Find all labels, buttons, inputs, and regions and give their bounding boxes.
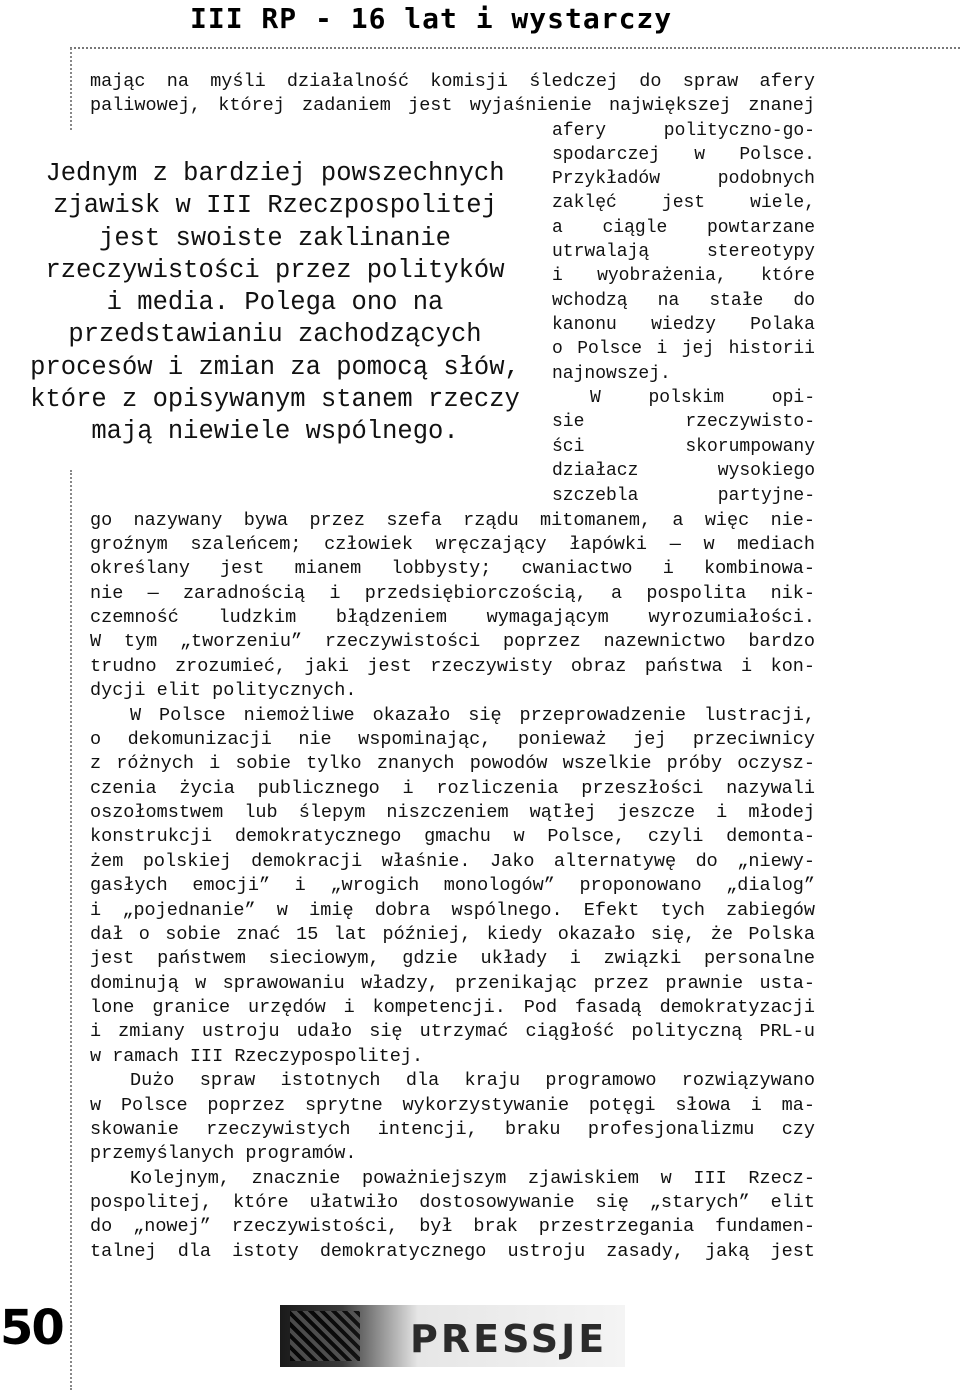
- body-line: konstrukcji demokratycznego gmachu w Polsce, czyli demonta-: [90, 826, 815, 847]
- page-header-title: III RP - 16 lat i wystarczy: [190, 2, 673, 35]
- intro-line: paliwowej, której zadaniem jest wyjaśnienie największej znanej: [90, 95, 815, 116]
- right-column-line: sie rzeczywisto-: [552, 412, 815, 432]
- body-line: W Polsce niemożliwe okazało się przeprowadzenie lustracji,: [130, 705, 815, 726]
- pull-quote-line: i media. Polega ono na: [106, 288, 444, 318]
- right-column-line: afery polityczno-go-: [552, 121, 815, 141]
- margin-rule-bottom: [70, 470, 72, 1390]
- body-line: przemyślanych programów.: [90, 1143, 357, 1164]
- pull-quote: [10, 158, 540, 449]
- body-line: jest państwem sieciowym, gdzie układy i związki personalne: [90, 948, 815, 969]
- right-column-line: działacz wysokiego: [552, 461, 815, 481]
- body-line: dycji elit politycznych.: [90, 680, 357, 701]
- right-column-line: W polskim opi-: [590, 388, 815, 408]
- pull-quote-line: przedstawianiu zachodzących: [68, 320, 482, 350]
- pull-quote-line: jest swoiste zaklinanie: [99, 223, 451, 253]
- body-line: i zmiany ustroju udało się utrzymać ciągłość polityczną PRL-u: [90, 1021, 815, 1042]
- body-line: dał o sobie znać 15 lat później, kiedy okazało się, że Polska: [90, 924, 815, 945]
- body-line: i „pojednanie” w imię dobra wspólnego. Efekt tych zabiegów: [90, 900, 815, 921]
- pull-quote-line: mają niewiele wspólnego.: [91, 417, 459, 447]
- right-column-line: i wyobrażenia, które: [552, 266, 815, 286]
- body-line: skowanie rzeczywistych intencji, braku profesjonalizmu czy: [90, 1119, 815, 1140]
- right-column-line: utrwalają stereotypy: [552, 242, 815, 262]
- body-line: dominują w sprawowaniu władzy, przenikając przez prawnie usta-: [90, 973, 815, 994]
- pull-quote-line: zjawisk w III Rzeczpospolitej: [53, 191, 497, 221]
- margin-rule-top: [70, 48, 72, 130]
- body-line: lone granice urzędów i kompetencji. Pod fasadą demokratyzacji: [90, 997, 815, 1018]
- right-column-line: zaklęć jest wiele,: [552, 193, 815, 213]
- logo-graphic-icon: [290, 1311, 360, 1361]
- body-line: Dużo spraw istotnych dla kraju programowo rozwiązywano: [130, 1070, 815, 1091]
- right-column-line: a ciągle powtarzane: [552, 218, 815, 238]
- pull-quote-line: które z opisywanym stanem rzeczy: [30, 385, 520, 415]
- body-line: o dekomunizacji nie wspominając, ponieważ jej przeciwnicy: [90, 729, 815, 750]
- publication-logo: [280, 1305, 625, 1367]
- right-column-line: najnowszej.: [552, 364, 671, 384]
- body-line: trudno zrozumieć, jaki jest rzeczywisty obraz państwa i kon-: [90, 656, 815, 677]
- body-line: czemność ludzkim błądzeniem wymagającym wyrozumiałości.: [90, 607, 815, 628]
- body-line: pospolitej, które ułatwiło dostosowywanie się „starych” elit: [90, 1192, 815, 1213]
- body-line: groźnym szaleńcem; człowiek wręczający łapówki — w mediach: [90, 534, 815, 555]
- right-column-line: kanonu wiedzy Polaka: [552, 315, 815, 335]
- pull-quote-line: rzeczywistości przez polityków: [45, 255, 505, 285]
- body-line: talnej dla istoty demokratycznego ustroju zasady, jaką jest: [90, 1241, 815, 1262]
- body-line: żem polskiej demokracji właśnie. Jako alternatywę do „niewy-: [90, 851, 815, 872]
- body-line: oszołomstwem lub ślepym niszczeniem wątłej jeszcze i młodej: [90, 802, 815, 823]
- body-line: czenia życia publicznego i rozliczenia przeszłości nazywali: [90, 778, 815, 799]
- logo-text: PRESSJE: [410, 1317, 608, 1361]
- body-line: określany jest mianem lobbysty; cwaniactwo i kombinowa-: [90, 558, 815, 579]
- body-line: w ramach III Rzeczypospolitej.: [90, 1046, 424, 1067]
- right-column-line: ści skorumpowany: [552, 437, 815, 457]
- body-line: Kolejnym, znacznie poważniejszym zjawiskiem w III Rzecz-: [130, 1168, 815, 1189]
- pull-quote-line: Jednym z bardziej powszechnych: [45, 159, 505, 188]
- body-line: do „nowej” rzeczywistości, był brak przestrzegania fundamen-: [90, 1216, 815, 1237]
- right-column-line: o Polsce i jej historii: [552, 339, 815, 359]
- body-line: go nazywany bywa przez szefa rządu mitomanem, a więc nie-: [90, 510, 815, 531]
- right-column-line: wchodzą na stałe do: [552, 291, 815, 311]
- body-line: nie — zaradnością i przedsiębiorczością, a pospolita nik-: [90, 583, 815, 604]
- pull-quote-line: procesów i zmian za pomocą słów,: [30, 352, 520, 382]
- header-divider: [70, 47, 960, 49]
- right-column-line: spodarczej w Polsce.: [552, 145, 815, 165]
- right-column-line: Przykładów podobnych: [552, 169, 815, 189]
- page-number: 50: [0, 1300, 63, 1356]
- body-line: z różnych i sobie tylko znanych powodów wszelkie próby oczysz-: [90, 753, 815, 774]
- body-line: W tym „tworzeniu” rzeczywistości poprzez nazewnictwo bardzo: [90, 631, 815, 652]
- right-column-line: szczebla partyjne-: [552, 486, 815, 506]
- body-line: w Polsce poprzez sprytne wykorzystywanie potęgi słowa i ma-: [90, 1095, 815, 1116]
- intro-line: mając na myśli działalność komisji śledczej do spraw afery: [90, 71, 815, 92]
- body-line: gasłych emocji” i „wrogich monologów” proponowano „dialog”: [90, 875, 815, 896]
